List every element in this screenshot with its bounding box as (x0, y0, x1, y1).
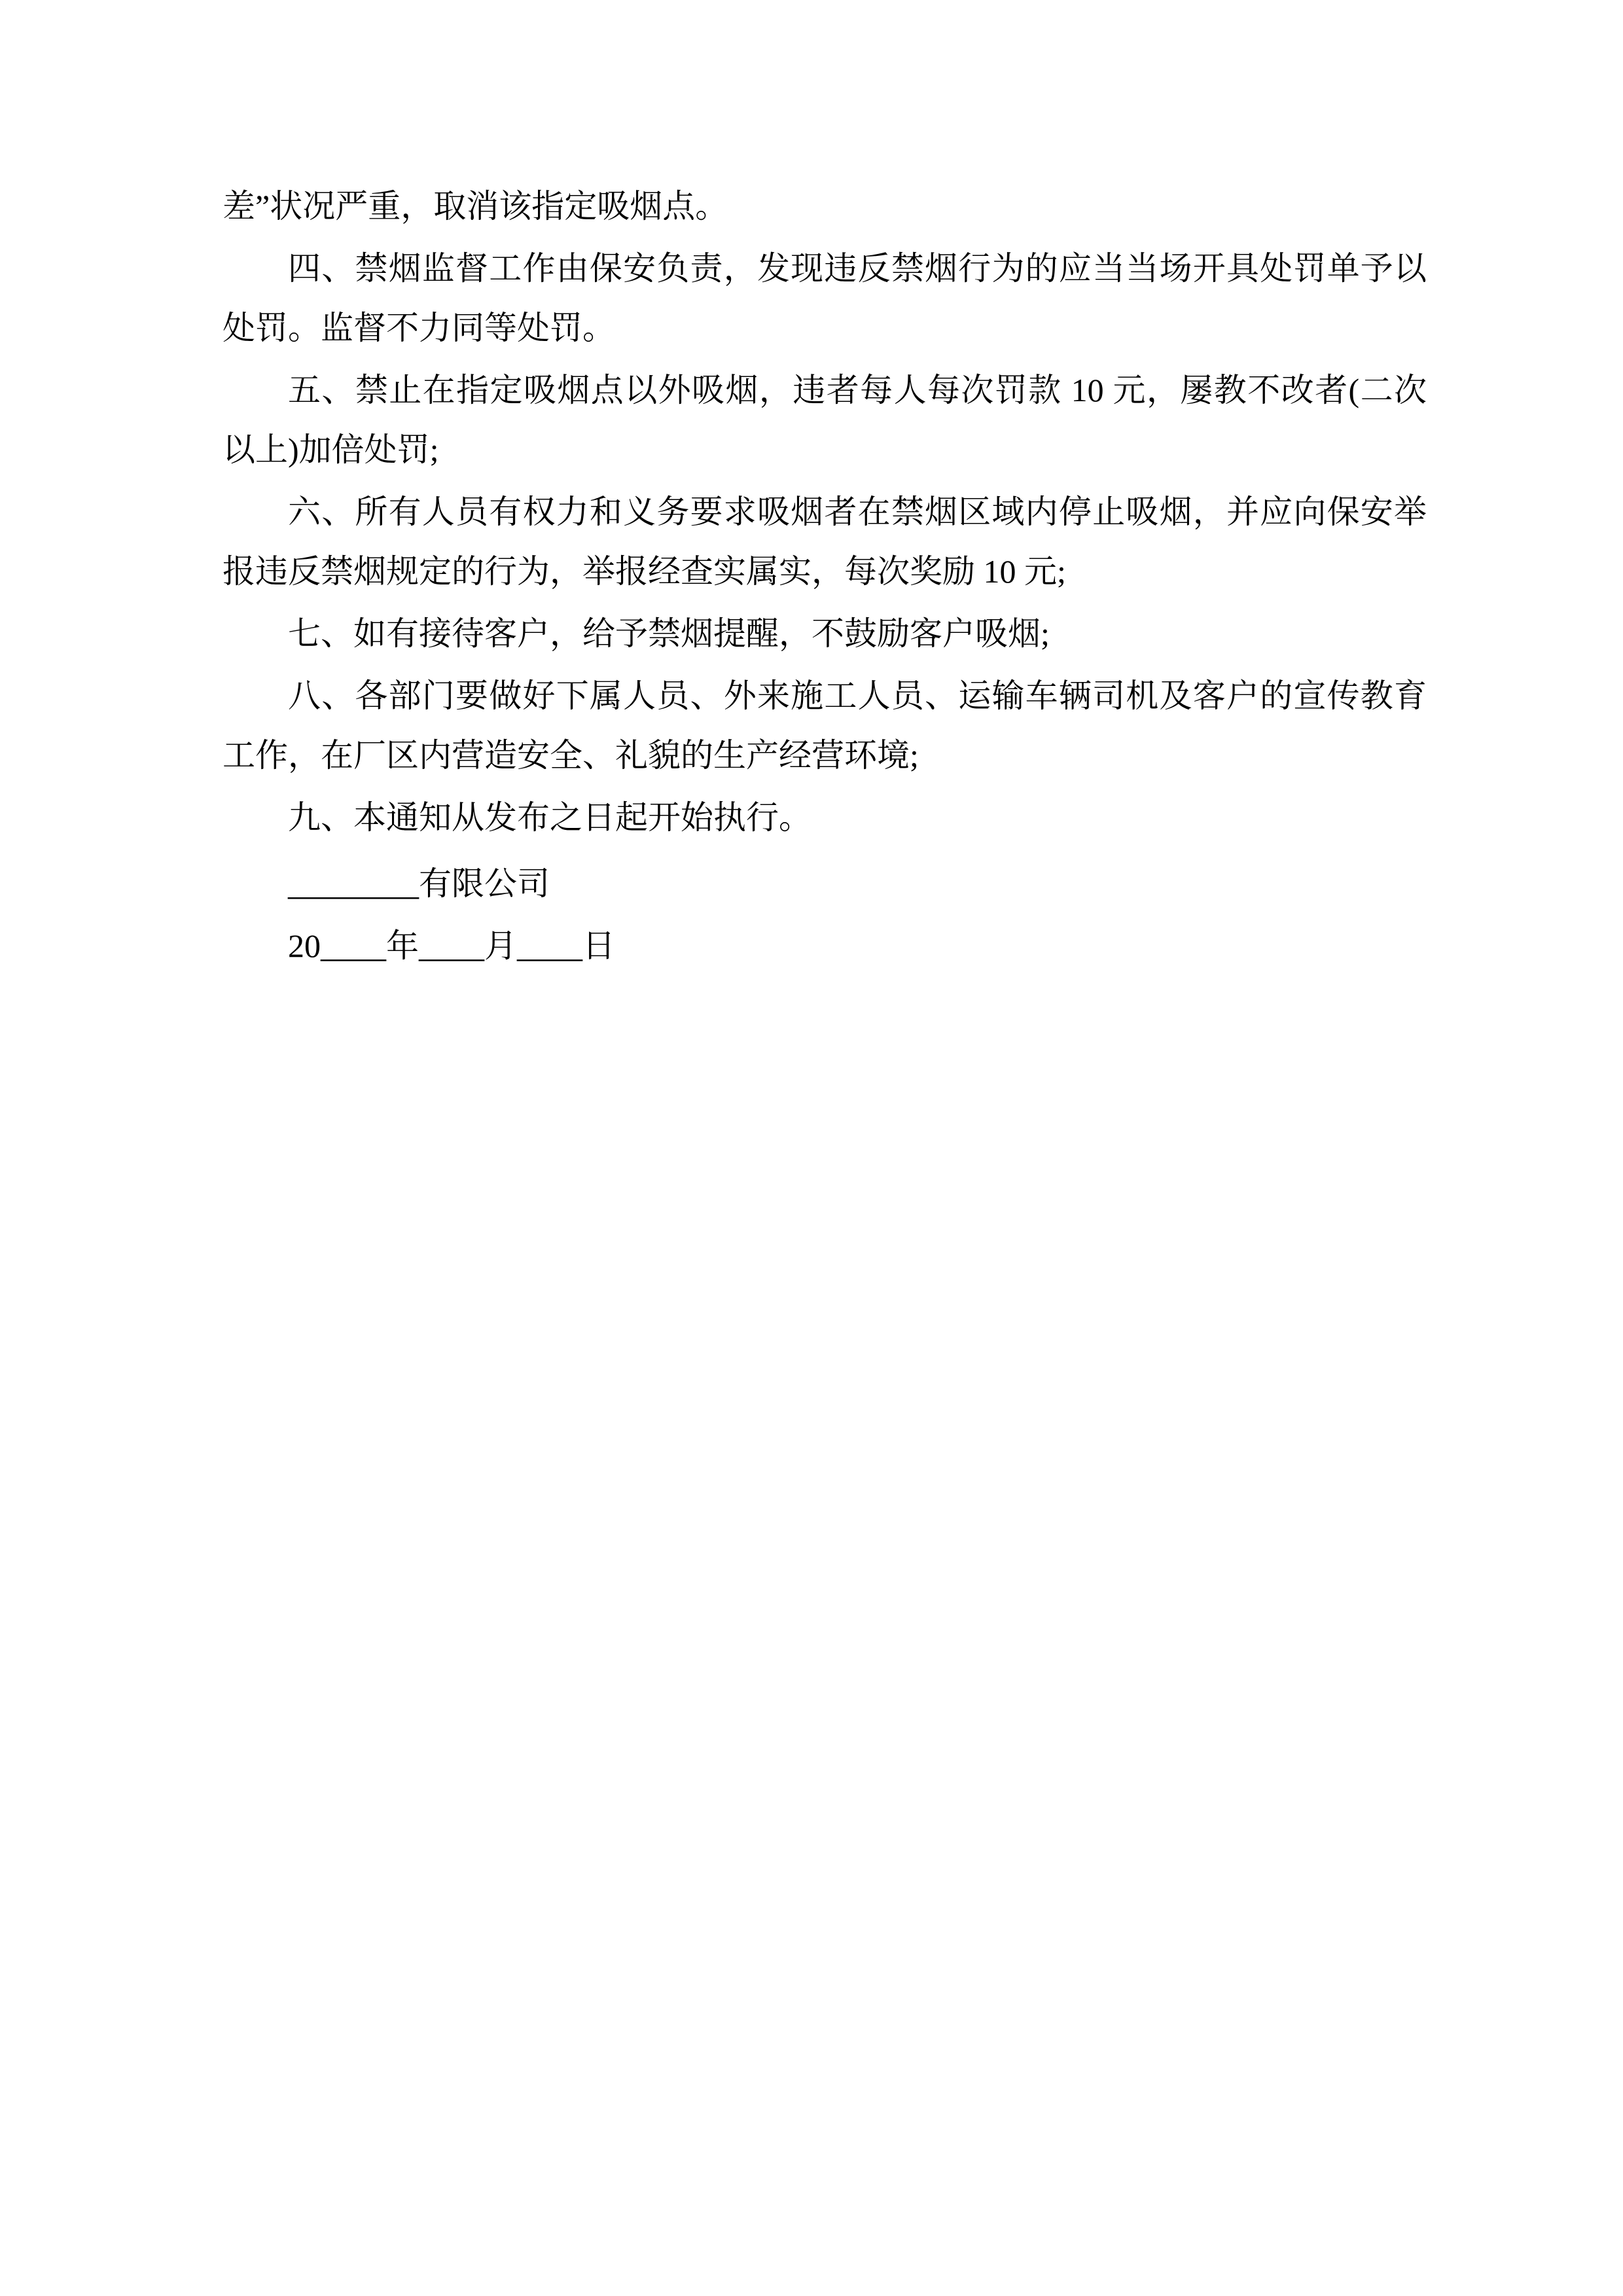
paragraph-item-8: 八、各部门要做好下属人员、外来施工人员、运输车辆司机及客户的宣传教育工作，在厂区内营造安全、礼貌的生产经营环境; (223, 677, 1427, 774)
signature-company-line: ________有限公司 (288, 865, 550, 902)
blank-area (223, 978, 1427, 2222)
paragraph-item-5: 五、禁止在指定吸烟点以外吸烟，违者每人每次罚款 10 元，屡教不改者(二次以上)加倍处罚; (223, 372, 1427, 468)
paragraph-item-7: 七、如有接待客户，给予禁烟提醒，不鼓励客户吸烟; (288, 615, 1050, 652)
signature-date-line: 20____年____月____日 (288, 927, 615, 964)
document-body (223, 177, 1427, 2222)
paragraph-item-4: 四、禁烟监督工作由保安负责，发现违反禁烟行为的应当当场开具处罚单予以处罚。监督不力同等处罚。 (223, 250, 1427, 346)
paragraph-continued: 差”状况严重，取消该指定吸烟点。 (223, 188, 728, 224)
signature-block (223, 854, 1427, 976)
paragraph-item-6: 六、所有人员有权力和义务要求吸烟者在禁烟区域内停止吸烟，并应向保安举报违反禁烟规定的行为，举报经查实属实，每次奖励 10 元; (223, 493, 1427, 590)
paragraph-item-9: 九、本通知从发布之日起开始执行。 (288, 799, 812, 836)
